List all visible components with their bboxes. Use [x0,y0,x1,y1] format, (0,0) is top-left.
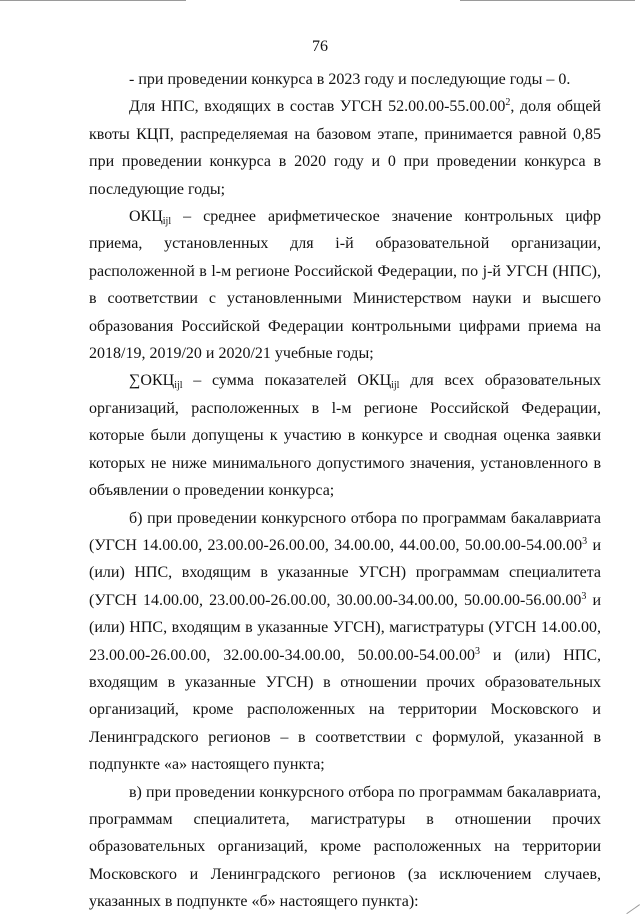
document-body [89,66,601,916]
paragraph-sum-okc-definition: $\sum ОКЦ_{ijl}$ – сумма показателей $ОКЦ_{ijl}$ для всех образовательных организаций, расположенных в l-м регионе Российской Федерации, которые были допущены к участию в конкурсе и сводная оценка заявки которых не ниже минимального допустимого значения, установленного в объявлении о проведении конкурса; [89,372,601,500]
paragraph-subitem-b: б) при проведении конкурсного отбора по программам бакалавриата (УГСН 14.00.00, 23.00.00-26.00.00, 34.00.00, 44.00.00, 50.00.00-54.00.00$^3$ и (или) НПС, входящим в указанные УГСН) программам специалитета (УГСН 14.00.00, 23.00.00-26.00.00, 30.00.00-34.00.00, 50.00.00-56.00.00$^3$ и (или) НПС, входящим в указанные УГСН), магистратуры (УГСН 14.00.00, 23.00.00-26.00.00, 32.00.00-34.00.00, 50.00.00-54.00.00$^3$ и (или) НПС, входящим в указанные УГСН) в отношении прочих образовательных организаций, кроме расположенных на территории Московского и Ленинградского регионов – в соответствии с формулой, указанной в подпункте «а» настоящего пункта; [89,509,602,774]
scan-corner-mark [626,904,640,914]
scan-edge-line [460,0,635,1]
paragraph-nps-share: Для НПС, входящих в состав УГСН 52.00.00-55.00.00$^2$, доля общей квоты КЦП, распределяемая на базовом этапе, принимается равной 0,85 при проведении конкурса в 2020 году и 0 при проведении конкурса в последующие годы; [89,97,601,198]
footnote-ref: 2 [505,97,511,109]
paragraph-subitem-v: в) при проведении конкурсного отбора по программам бакалавриата, программам специалитета, магистратуры в отношении прочих образовательных организаций, кроме расположенных на территории Московского и Ленинградского регионов (за исключением случаев, указанных в подпункте «б» настоящего пункта): [89,783,601,911]
footnote-ref: 3 [581,590,587,602]
footnote-ref: 3 [582,535,588,547]
footnote-ref: 3 [474,645,480,657]
paragraph-quota-2023: - при проведении конкурса в 2023 году и последующие годы – 0. [129,71,571,88]
paragraph-okc-definition: $ОКЦ_{ijl}$ – среднее арифметическое значение контрольных цифр приема, установленных для i-й образовательной организации, расположенной в l-м регионе Российской Федерации, по j-й УГСН (НПС), в соответствии с установленными Министерством науки и высшего образования Российской Федерации контрольными цифрами приема на 2018/19, 2019/20 и 2020/21 учебные годы; [89,208,601,363]
formula-term: ОКЦ [129,208,163,226]
page-number: 76 [312,38,328,55]
scan-edge-line [0,0,186,1]
formula-term: ∑ОКЦ [129,372,175,390]
